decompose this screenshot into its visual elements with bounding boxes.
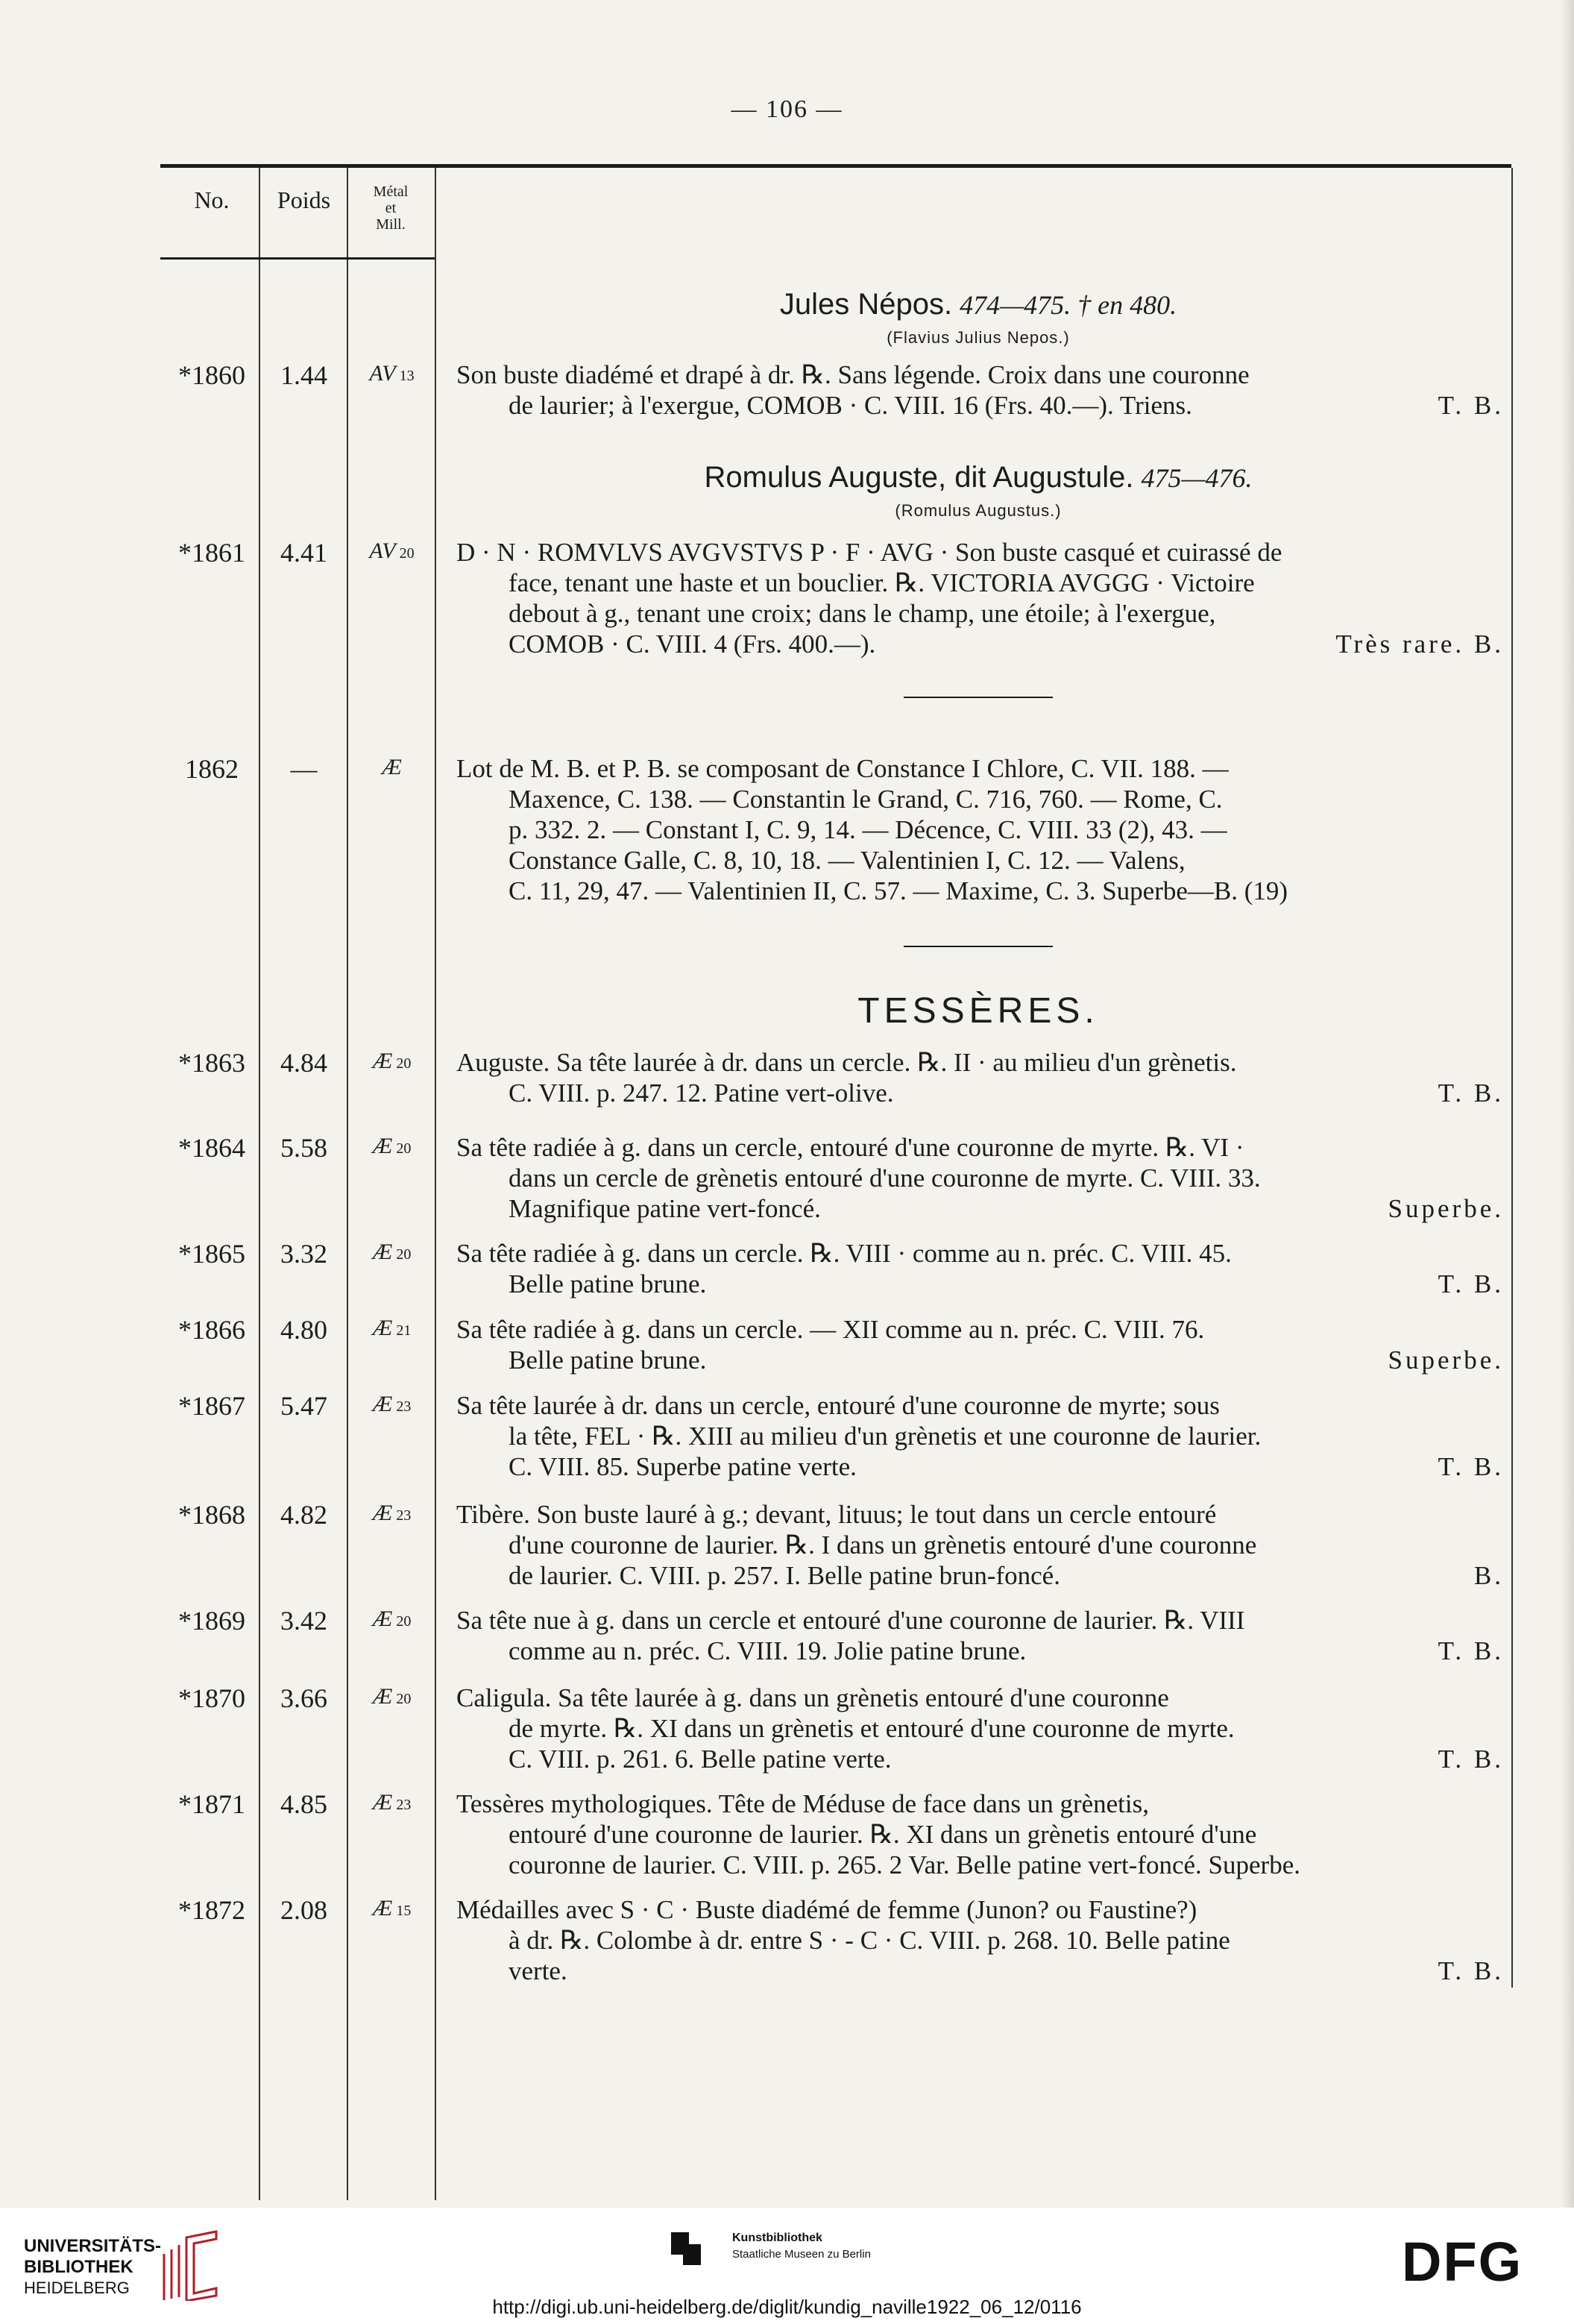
description-text: Constance Galle, C. 8, 10, 18. — Valentinien I, C. 12. — Valens,: [509, 846, 1186, 875]
description-text: Tessères mythologiques. Tête de Méduse de face dans un grènetis,: [456, 1789, 1149, 1818]
entry-module: 20: [392, 1246, 412, 1263]
grade-text: T. B.: [1438, 1956, 1504, 1985]
kunstbibliothek-label: Kunstbibliothek Staatliche Museen zu Berlin: [732, 2232, 871, 2261]
divider-1: [904, 697, 1053, 698]
entry-metal: Æ 21: [372, 1316, 412, 1340]
description-line: [456, 359, 1504, 390]
entry-metal: Æ 23: [372, 1790, 412, 1815]
grade-text: T. B.: [1438, 1636, 1504, 1665]
description-text: face, tenant une haste et un bouclier. ℞. VICTORIA AVGGG · Victoire: [509, 568, 1255, 597]
description-text: couronne de laurier. C. VIII. p. 265. 2 Var. Belle patine vert-foncé. Superbe.: [509, 1850, 1300, 1879]
ub-heidelberg-logo-icon: [157, 2230, 219, 2301]
column-divider-poids: [347, 168, 348, 2200]
description-line: [456, 1421, 1504, 1451]
description-text: Sa tête laurée à dr. dans un cercle, entouré d'une couronne de myrte; sous: [456, 1391, 1220, 1420]
grade-text: Superbe.: [1388, 1194, 1504, 1223]
page-edge-shadow: [1561, 0, 1574, 2208]
entry-number: *1867: [178, 1391, 245, 1421]
description-text: de myrte. ℞. XI dans un grènetis et entouré d'une couronne de myrte.: [509, 1714, 1235, 1743]
description-text: C. VIII. p. 247. 12. Patine vert-olive.: [509, 1078, 894, 1108]
entry-description: [456, 1683, 1504, 1774]
entry-description: [456, 359, 1504, 421]
entry-module: 23: [392, 1507, 412, 1524]
entry-metal: Æ 20: [372, 1240, 412, 1264]
entry-number: *1860: [178, 360, 245, 390]
description-text: Caligula. Sa tête laurée à g. dans un grènetis entouré d'une couronne: [456, 1683, 1169, 1712]
description-line: [456, 1636, 1504, 1666]
entry-weight: 4.41: [280, 538, 327, 568]
entry-description: [456, 1390, 1504, 1482]
description-text: Belle patine brune.: [509, 1269, 707, 1298]
entry-weight: 4.84: [280, 1048, 327, 1078]
entry-description: [456, 1605, 1504, 1666]
description-line: [456, 1390, 1504, 1421]
description-line: [456, 537, 1504, 568]
description-text: debout à g., tenant une croix; dans le champ, une étoile; à l'exergue,: [509, 599, 1216, 628]
description-text: la tête, FEL · ℞. XIII au milieu d'un grènetis et une couronne de laurier.: [509, 1422, 1262, 1451]
entry-metal: AV 13: [369, 361, 415, 386]
description-line: [456, 1269, 1504, 1299]
section-title-nepos: Jules Népos. 474—475. † en 480.: [779, 288, 1177, 321]
description-text: Maxence, C. 138. — Constantin le Grand, C. 716, 760. — Rome, C.: [509, 785, 1223, 814]
entry-description: [456, 1499, 1504, 1591]
description-line: [456, 1238, 1504, 1269]
divider-2: [904, 946, 1053, 947]
entry-weight: 3.42: [280, 1606, 327, 1636]
description-line: [456, 1314, 1504, 1345]
entry-description: [456, 1788, 1504, 1880]
grade-text: B.: [1473, 1561, 1504, 1590]
description-text: entouré d'une couronne de laurier. ℞. XI dans un grènetis entouré d'une: [509, 1820, 1257, 1849]
entry-weight: 4.85: [280, 1789, 327, 1819]
entry-metal: AV 20: [369, 538, 415, 563]
entry-weight: 4.80: [280, 1315, 327, 1345]
grade-text: Superbe.: [1388, 1345, 1504, 1375]
description-line: [456, 629, 1504, 659]
entry-description: [456, 1238, 1504, 1299]
entry-metal: Æ 20: [372, 1607, 412, 1631]
grade-text: Très rare. B.: [1335, 629, 1504, 659]
entry-module: 15: [392, 1903, 412, 1919]
entry-weight: 3.66: [280, 1683, 327, 1713]
entry-number: *1866: [178, 1315, 245, 1345]
description-line: [456, 1956, 1504, 1986]
description-line: [456, 753, 1504, 784]
entry-description: [456, 1314, 1504, 1375]
description-text: Son buste diadémé et drapé à dr. ℞. Sans légende. Croix dans une couronne: [456, 360, 1250, 389]
entry-number: *1864: [178, 1133, 245, 1163]
description-line: [456, 1894, 1504, 1925]
description-line: [456, 1499, 1504, 1530]
grade-text: T. B.: [1438, 391, 1504, 420]
entry-metal: Æ: [382, 755, 402, 779]
description-line: [456, 1819, 1504, 1850]
description-text: Belle patine brune.: [509, 1345, 707, 1375]
description-text: C. VIII. p. 261. 6. Belle patine verte.: [509, 1744, 892, 1774]
description-text: de laurier; à l'exergue, COMOB · C. VIII. 16 (Frs. 40.—). Triens.: [509, 391, 1192, 420]
header-bottom-rule: [160, 257, 435, 260]
ub-heidelberg-wordmark: UNIVERSITÄTS- BIBLIOTHEK HEIDELBERG: [24, 2236, 162, 2297]
description-text: dans un cercle de grènetis entouré d'une couronne de myrte. C. VIII. 33.: [509, 1163, 1261, 1193]
description-text: de laurier. C. VIII. p. 257. I. Belle patine brun-foncé.: [509, 1561, 1060, 1590]
entry-number: *1870: [178, 1683, 245, 1713]
description-text: Lot de M. B. et P. B. se composant de Constance I Chlore, C. VII. 188. —: [456, 754, 1229, 783]
description-line: [456, 1078, 1504, 1108]
section-title-tesseres: TESSÈRES.: [857, 991, 1099, 1031]
description-line: [456, 1193, 1504, 1224]
entry-description: [456, 1047, 1504, 1108]
table-top-rule: [160, 164, 1511, 168]
dfg-logo: DFG: [1402, 2231, 1523, 2293]
description-text: D · N · ROMVLVS AVGVSTVS P · F · AVG · Son buste casqué et cuirassé de: [456, 538, 1282, 567]
kunstbibliothek-logo-icon: [671, 2232, 701, 2265]
description-text: C. 11, 29, 47. — Valentinien II, C. 57. — Maxime, C. 3. Superbe—B. (19): [509, 876, 1288, 905]
entry-module: 20: [392, 1691, 412, 1707]
grade-text: T. B.: [1438, 1269, 1504, 1298]
entry-module: 20: [395, 545, 415, 562]
entry-module: 21: [392, 1322, 412, 1339]
column-divider-no: [259, 168, 260, 2200]
grade-text: T. B.: [1438, 1078, 1504, 1108]
description-text: Sa tête nue à g. dans un cercle et entouré d'une couronne de laurier. ℞. VIII: [456, 1606, 1245, 1635]
description-line: [456, 1925, 1504, 1956]
description-text: Auguste. Sa tête laurée à dr. dans un cercle. ℞. II · au milieu d'un grènetis.: [456, 1048, 1237, 1077]
entry-description: [456, 1894, 1504, 1986]
description-line: [456, 1850, 1504, 1880]
description-line: [456, 1047, 1504, 1078]
description-line: [456, 1530, 1504, 1560]
description-text: Médailles avec S · C · Buste diadémé de femme (Junon? ou Faustine?): [456, 1895, 1197, 1924]
description-text: Magnifique patine vert-foncé.: [509, 1194, 821, 1223]
header-metal: Métal et Mill.: [373, 183, 409, 233]
header-poids: Poids: [277, 186, 331, 213]
header-no: No.: [194, 186, 230, 213]
page-number: — 106 —: [731, 95, 843, 123]
description-text: verte.: [509, 1956, 567, 1985]
entry-module: 23: [392, 1797, 412, 1813]
description-line: [456, 1132, 1504, 1163]
section-subtitle-nepos: (Flavius Julius Nepos.): [887, 328, 1070, 347]
entry-weight: 3.32: [280, 1239, 327, 1269]
description-text: Tibère. Son buste lauré à g.; devant, lituus; le tout dans un cercle entouré: [456, 1500, 1217, 1529]
description-line: [456, 1560, 1504, 1591]
description-line: [456, 1163, 1504, 1193]
entry-number: *1871: [178, 1789, 245, 1819]
entry-metal: Æ 23: [372, 1501, 412, 1525]
entry-metal: Æ 20: [372, 1049, 412, 1073]
entry-number: 1862: [185, 754, 239, 784]
description-line: [456, 1713, 1504, 1744]
entry-weight: 5.58: [280, 1133, 327, 1163]
entry-number: *1872: [178, 1895, 245, 1925]
grade-text: T. B.: [1438, 1744, 1504, 1774]
entry-metal: Æ 20: [372, 1684, 412, 1709]
description-line: [456, 598, 1504, 629]
entry-weight: 4.82: [280, 1500, 327, 1530]
grade-text: T. B.: [1438, 1452, 1504, 1481]
entry-weight: 5.47: [280, 1391, 327, 1421]
description-text: p. 332. 2. — Constant I, C. 9, 14. — Décence, C. VIII. 33 (2), 43. —: [509, 815, 1227, 844]
source-url[interactable]: http://digi.ub.uni-heidelberg.de/diglit/kundig_naville1922_06_12/0116: [492, 2296, 1082, 2318]
description-line: [456, 1345, 1504, 1375]
description-line: [456, 1605, 1504, 1636]
description-line: [456, 390, 1504, 421]
entry-number: *1868: [178, 1500, 245, 1530]
entry-number: *1865: [178, 1239, 245, 1269]
section-subtitle-romulus: (Romulus Augustus.): [895, 501, 1062, 520]
description-text: Sa tête radiée à g. dans un cercle. — XII comme au n. préc. C. VIII. 76.: [456, 1315, 1205, 1344]
entry-weight: —: [290, 754, 318, 784]
entry-description: [456, 1132, 1504, 1224]
entry-description: [456, 753, 1504, 906]
description-line: [456, 1744, 1504, 1774]
table-right-border: [1511, 168, 1513, 1988]
description-text: à dr. ℞. Colombe à dr. entre S · - C · C. VIII. p. 268. 10. Belle patine: [509, 1926, 1230, 1955]
description-line: [456, 845, 1504, 876]
entry-description: [456, 537, 1504, 659]
entry-module: 20: [392, 1055, 412, 1072]
description-text: C. VIII. 85. Superbe patine verte.: [509, 1452, 857, 1481]
description-line: [456, 876, 1504, 906]
entry-metal: Æ 15: [372, 1896, 412, 1921]
description-line: [456, 814, 1504, 845]
column-divider-metal: [435, 168, 436, 2200]
description-text: COMOB · C. VIII. 4 (Frs. 400.—).: [509, 629, 876, 659]
description-text: Sa tête radiée à g. dans un cercle. ℞. VIII · comme au n. préc. C. VIII. 45.: [456, 1239, 1232, 1268]
description-line: [456, 568, 1504, 598]
description-line: [456, 1788, 1504, 1819]
entry-number: *1869: [178, 1606, 245, 1636]
description-text: d'une couronne de laurier. ℞. I dans un grènetis entouré d'une couronne: [509, 1530, 1257, 1560]
entry-module: 23: [392, 1398, 412, 1415]
entry-metal: Æ 20: [372, 1134, 412, 1158]
entry-module: 20: [392, 1140, 412, 1157]
entry-module: 13: [395, 368, 415, 384]
entry-weight: 1.44: [280, 360, 327, 390]
section-title-romulus: Romulus Auguste, dit Augustule. 475—476.: [704, 461, 1253, 494]
description-line: [456, 1683, 1504, 1713]
description-line: [456, 1451, 1504, 1482]
description-text: comme au n. préc. C. VIII. 19. Jolie patine brune.: [509, 1636, 1027, 1665]
entry-weight: 2.08: [280, 1895, 327, 1925]
description-text: Sa tête radiée à g. dans un cercle, entouré d'une couronne de myrte. ℞. VI ·: [456, 1133, 1244, 1162]
entry-number: *1863: [178, 1048, 245, 1078]
description-line: [456, 784, 1504, 814]
entry-metal: Æ 23: [372, 1392, 412, 1416]
entry-number: *1861: [178, 538, 245, 568]
entry-module: 20: [392, 1613, 412, 1630]
